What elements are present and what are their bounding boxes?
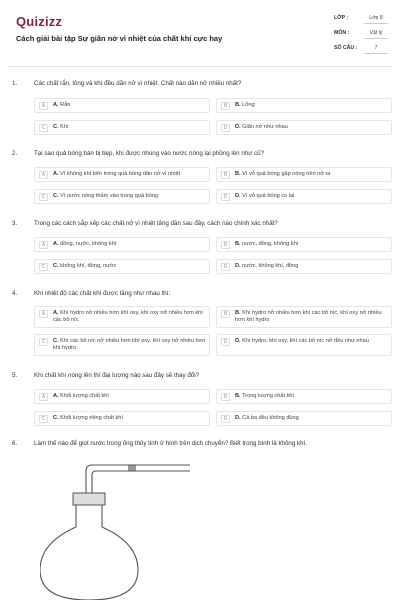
option-letter: C: [39, 415, 48, 423]
option-letter: B: [221, 171, 230, 179]
option-letter: B: [221, 102, 230, 110]
option-key: C.: [53, 193, 59, 199]
option-text: Lỏng: [242, 102, 255, 108]
flask-stopper: [73, 493, 105, 505]
option-letter: D: [221, 263, 230, 271]
option-letter: D: [221, 124, 230, 132]
question-text: Các chất rắn, lỏng và khí đều dãn nở vì nhiệt. Chất nào dãn nở nhiều nhất?: [34, 80, 242, 87]
option-letter: C: [39, 193, 48, 201]
option-text: nước, không khí, đồng: [242, 263, 299, 269]
option-c[interactable]: [34, 120, 210, 135]
option-letter: A: [39, 241, 48, 249]
option-text: Khí các bô níc nở nhiều hơn khí oxy, khí oxy nở nhiều hơn khí hydro: [53, 338, 206, 351]
option-text: đồng, nước, không khí: [60, 241, 117, 247]
option-key: D.: [235, 193, 241, 199]
option-letter: B: [221, 241, 230, 249]
option-d[interactable]: [216, 259, 392, 274]
worksheet-meta: [334, 12, 390, 57]
option-text: Cả ba đều không đúng: [242, 415, 299, 421]
option-letter: A: [39, 171, 48, 179]
option-key: D.: [235, 124, 241, 130]
meta-subject-label: MÔN :: [334, 30, 350, 36]
option-key: B.: [235, 102, 241, 108]
flask-diagram: [40, 455, 200, 600]
option-a[interactable]: [34, 389, 210, 404]
question-number: 6.: [12, 440, 18, 447]
question-number: 3.: [12, 220, 18, 227]
option-a[interactable]: [34, 98, 210, 113]
option-key: B.: [235, 171, 241, 177]
option-c[interactable]: [34, 334, 210, 356]
option-b[interactable]: [216, 389, 392, 404]
option-letter: B: [221, 393, 230, 401]
option-key: B.: [235, 310, 241, 316]
option-key: A.: [53, 102, 59, 108]
meta-subject-value: Vật lý: [364, 28, 388, 39]
option-text: Vì vỏ quả bóng co lại: [242, 193, 295, 199]
question-text: Khi nhiệt độ các chất khí được tăng như nhau thì:: [34, 290, 171, 297]
option-key: A.: [53, 171, 59, 177]
meta-grade: [334, 12, 390, 27]
option-letter: D: [221, 338, 230, 346]
question-number: 1.: [12, 80, 18, 87]
option-key: B.: [235, 241, 241, 247]
option-text: Khí hydro nở nhiều hơn khí oxy, khí oxy nở nhiều hơn khí các bô níc: [53, 310, 203, 323]
question-text: Khi chất khí nóng lên thì đại lượng nào sau đây sẽ thay đổi?: [34, 372, 200, 379]
option-letter: C: [39, 338, 48, 346]
option-key: B.: [235, 393, 241, 399]
option-key: C.: [53, 338, 59, 344]
option-key: C.: [53, 263, 59, 269]
option-key: A.: [53, 393, 59, 399]
option-d[interactable]: [216, 411, 392, 426]
meta-count: [334, 42, 390, 57]
question-text: Trong các cách sắp xếp các chất nở vì nhiệt tăng dần sau đây, cách nào chính xác nhất?: [34, 220, 278, 227]
option-key: D.: [235, 338, 241, 344]
option-text: Khí hydro, khí oxy, khí các bô níc nở đều như nhau: [242, 338, 369, 344]
option-text: nước, đồng, không khí: [242, 241, 299, 247]
option-letter: A: [39, 310, 48, 318]
option-c[interactable]: [34, 189, 210, 204]
option-a[interactable]: [34, 167, 210, 182]
option-b[interactable]: [216, 237, 392, 252]
option-key: A.: [53, 241, 59, 247]
question-text: Tại sao quả bóng bàn bị bẹp, khi được nhúng vào nước nóng lại phồng lên như cũ?: [34, 150, 265, 157]
option-letter: B: [221, 310, 230, 318]
meta-count-label: SỐ CÂU :: [334, 45, 358, 51]
meta-grade-value: Lớp 8: [364, 13, 388, 24]
option-key: A.: [53, 310, 59, 316]
option-c[interactable]: [34, 259, 210, 274]
option-c[interactable]: [34, 411, 210, 426]
option-text: Vì nước nóng thấm vào trong quả bóng: [60, 193, 159, 199]
option-d[interactable]: [216, 189, 392, 204]
question-number: 5.: [12, 372, 18, 379]
quizizz-logo[interactable]: Quizizz: [16, 14, 63, 29]
option-letter: D: [221, 415, 230, 423]
option-d[interactable]: [216, 334, 392, 356]
option-b[interactable]: [216, 167, 392, 182]
option-text: không khí, đồng, nước: [60, 263, 117, 269]
option-a[interactable]: [34, 237, 210, 252]
option-key: C.: [53, 415, 59, 421]
meta-subject: [334, 27, 390, 42]
option-key: D.: [235, 263, 241, 269]
option-key: C.: [53, 124, 59, 130]
water-droplet: [128, 466, 136, 471]
option-b[interactable]: [216, 306, 392, 328]
option-key: D.: [235, 415, 241, 421]
option-text: Trọng lượng chất khí: [242, 393, 295, 399]
question-number: 4.: [12, 290, 18, 297]
option-text: Khí: [60, 124, 69, 130]
page-title: Cách giải bài tập Sự giãn nở vì nhiệt của chất khí cực hay: [16, 34, 223, 43]
option-letter: A: [39, 393, 48, 401]
option-text: Rắn: [60, 102, 71, 108]
option-d[interactable]: [216, 120, 392, 135]
option-letter: A: [39, 102, 48, 110]
option-text: Vì vỏ quả bóng gặp nóng nên nở ra: [242, 171, 331, 177]
option-letter: C: [39, 263, 48, 271]
meta-grade-label: LỚP :: [334, 15, 349, 21]
worksheet-header: [16, 12, 386, 60]
meta-count-value: 7: [364, 43, 388, 54]
option-text: Vì không khí bên trong quả bóng dãn nở vì nhiệt: [60, 171, 181, 177]
option-letter: D: [221, 193, 230, 201]
option-text: Giãn nở như nhau: [242, 124, 288, 130]
question-text: Làm thế nào để giọt nước trong ống thủy tinh ở hình trên dịch chuyển? Biết trong bình là không khí.: [34, 440, 307, 447]
option-text: Khối lượng riêng chất khí: [60, 415, 123, 421]
header-divider: [8, 66, 392, 67]
option-text: Khí hydro nở nhiều hơn khí các bô níc, khí oxy nở nhiều hơn khí hydro: [235, 310, 382, 323]
option-text: Khối lượng chất khí: [60, 393, 109, 399]
option-b[interactable]: [216, 98, 392, 113]
option-letter: C: [39, 124, 48, 132]
question-number: 2.: [12, 150, 18, 157]
option-a[interactable]: [34, 306, 210, 328]
